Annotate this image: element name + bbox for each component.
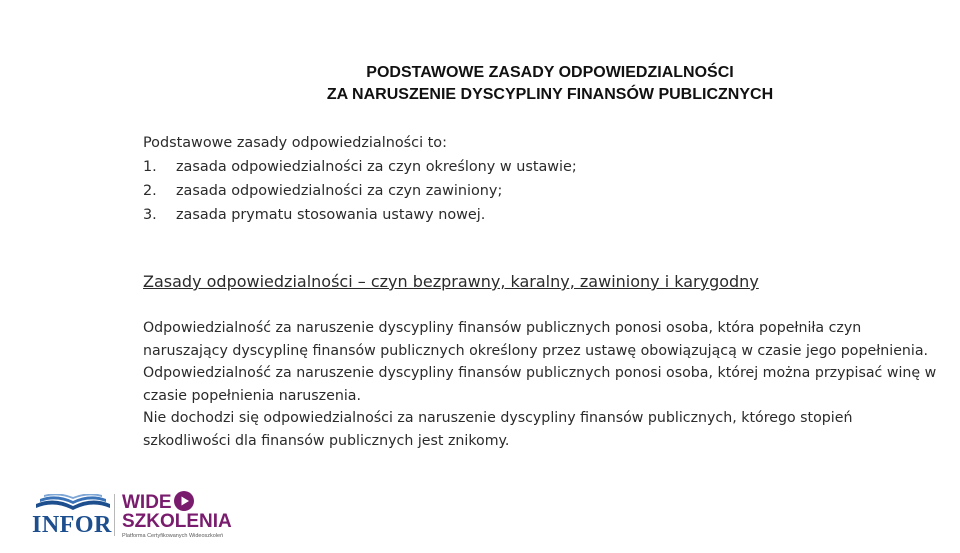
body-paragraph: Odpowiedzialność za naruszenie dyscypliny finansów publicznych ponosi osoba, która popełniła czyn naruszający dyscyplinę finansów publicznych określony przez ustawę obowiązującą w czasie jego popełnienia. bbox=[143, 320, 929, 359]
principles-lead: Podstawowe zasady odpowiedzialności to: bbox=[143, 135, 447, 151]
play-icon bbox=[173, 490, 195, 512]
principle-number: 3. bbox=[143, 207, 157, 223]
section-body bbox=[143, 317, 943, 453]
principle-item bbox=[143, 155, 577, 179]
principle-text: zasada odpowiedzialności za czyn określony w ustawie; bbox=[176, 159, 577, 175]
principle-number: 1. bbox=[143, 159, 157, 175]
principle-text: zasada odpowiedzialności za czyn zawiniony; bbox=[176, 183, 503, 199]
slide-title-line-2: ZA NARUSZENIE DYSCYPLINY FINANSÓW PUBLICZNYCH bbox=[326, 86, 774, 103]
principles-list bbox=[143, 131, 577, 227]
infor-wordmark: INFOR bbox=[32, 512, 112, 538]
body-paragraph: Odpowiedzialność za naruszenie dyscypliny finansów publicznych ponosi osoba, której można przypisać winę w czasie popełnienia naruszenia. bbox=[143, 365, 937, 404]
section-heading: Zasady odpowiedzialności – czyn bezprawny, karalny, zawiniony i karygodny bbox=[143, 272, 759, 291]
szkolenia-wordmark: SZKOLENIA bbox=[122, 511, 232, 532]
logo-tagline: Platforma Certyfikowanych Wideoszkoleń bbox=[122, 533, 224, 539]
principle-number: 2. bbox=[143, 183, 157, 199]
principle-item bbox=[143, 203, 577, 227]
principle-text: zasada prymatu stosowania ustawy nowej. bbox=[176, 207, 486, 223]
infor-wideszkolenia-logo bbox=[30, 490, 230, 545]
wide-wordmark: WIDE bbox=[122, 492, 172, 513]
slide-title-line-1: PODSTAWOWE ZASADY ODPOWIEDZIALNOŚCI bbox=[366, 64, 734, 81]
body-paragraph: Nie dochodzi się odpowiedzialności za naruszenie dyscypliny finansów publicznych, którego stopień szkodliwości dla finansów publicznych jest znikomy. bbox=[143, 410, 853, 449]
logo-divider bbox=[114, 494, 115, 536]
slide-title bbox=[0, 62, 960, 106]
principle-item bbox=[143, 179, 577, 203]
